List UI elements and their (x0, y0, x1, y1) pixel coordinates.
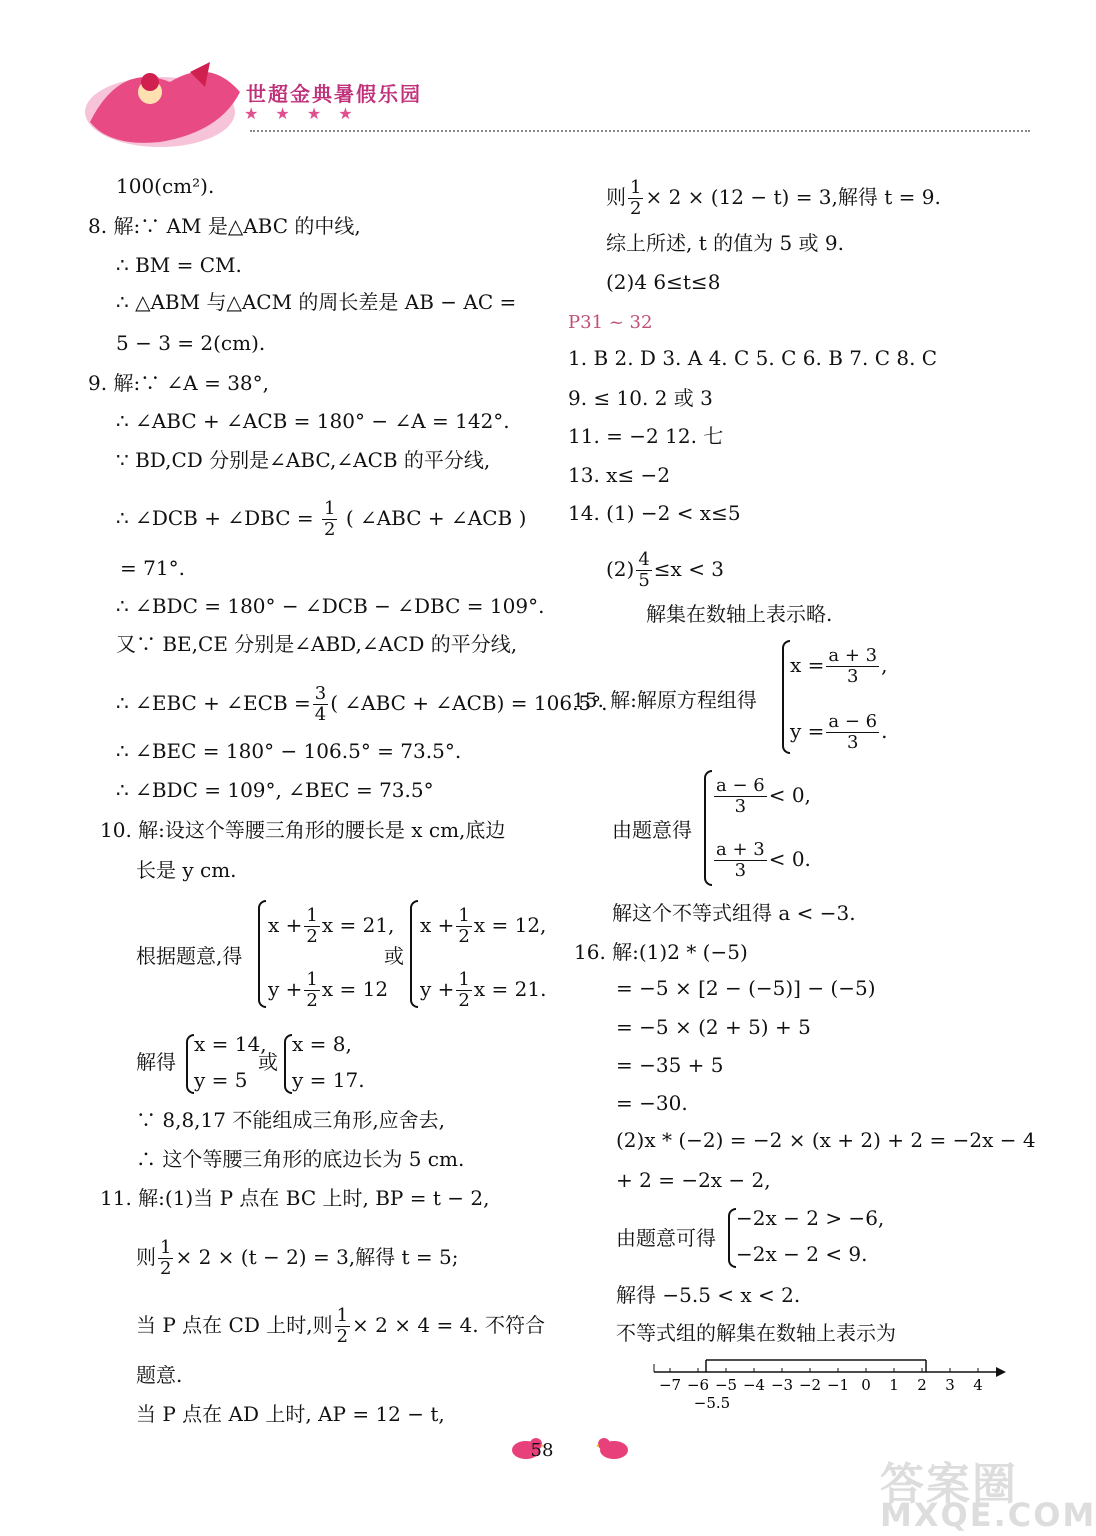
text-line: ∴ BM = CM. (116, 253, 242, 277)
tick-label: 3 (945, 1376, 955, 1394)
text-line: 13. x≤ −2 (568, 463, 671, 487)
tick-label-extra: −5.5 (693, 1394, 731, 1412)
text-line: 1. B 2. D 3. A 4. C 5. C 6. B 7. C 8. C (568, 346, 938, 370)
text-line: 则 $\frac{1}{2}$ × 2 × (12 − t) = 3,解得 t = 9. (606, 177, 941, 219)
text-line: 由题意可得 (616, 1226, 716, 1250)
brace (704, 770, 712, 886)
text-line: 10. 解:设这个等腰三角形的腰长是 x cm,底边 (100, 818, 506, 842)
equation: $\frac{a + 3}{3}$ < 0. (716, 839, 811, 881)
text-line: 11. 解:(1)当 P 点在 BC 上时, BP = t − 2, (100, 1186, 490, 1210)
brace (258, 900, 266, 1008)
text-line: (2)x * (−2) = −2 × (x + 2) + 2 = −2x − 4 (616, 1128, 1036, 1152)
text-line: 解集在数轴上表示略. (646, 602, 833, 626)
brace (728, 1208, 736, 1268)
text-line: 9. 解:∵ ∠A = 38°, (88, 371, 270, 395)
header-divider (250, 130, 1030, 132)
text-line: 15. 解:解原方程组得 (572, 688, 757, 712)
text-line: = −5 × [2 − (−5)] − (−5) (616, 976, 876, 1000)
page-number: 58 (530, 1440, 554, 1461)
brace (186, 1034, 194, 1094)
number-line (650, 1350, 1010, 1416)
text-line: 不等式组的解集在数轴上表示为 (616, 1321, 896, 1345)
text-line: + 2 = −2x − 2, (616, 1168, 771, 1192)
text-line: 题意. (136, 1363, 183, 1387)
text-line (116, 684, 608, 725)
text-line: 5 − 3 = 2(cm). (116, 331, 266, 355)
text-line: 解这个不等式组得 a < −3. (612, 901, 856, 925)
equation: −2x − 2 > −6, (736, 1206, 885, 1230)
text-line: 综上所述, t 的值为 5 或 9. (606, 231, 844, 255)
text-line: 又∵ BE,CE 分别是∠ABD,∠ACD 的平分线, (116, 632, 518, 656)
text-line: 解得 (136, 1050, 176, 1074)
equation: y = $\frac{a - 6}{3}$ . (790, 711, 888, 753)
text-line: ∵ BD,CD 分别是∠ABC,∠ACB 的平分线, (116, 448, 491, 472)
bird-icon (596, 1436, 632, 1460)
text-line: ∴ ∠ABC + ∠ACB = 180° − ∠A = 142°. (116, 409, 510, 433)
tick-label: 0 (861, 1376, 871, 1394)
equation: −2x − 2 < 9. (736, 1242, 868, 1266)
text-line: 或 (384, 944, 404, 968)
fraction: $\frac{1}{2}$ (324, 498, 336, 540)
tick-label: −5 (714, 1376, 738, 1394)
equation: y = 17. (292, 1068, 365, 1092)
text-line: 16. 解:(1)2 * (−5) (574, 940, 748, 964)
tick-label: −6 (686, 1376, 710, 1394)
text-line: ∴ ∠BDC = 180° − ∠DCB − ∠DBC = 109°. (116, 594, 545, 618)
tick-label: −4 (742, 1376, 766, 1394)
text-line: 由题意得 (612, 818, 692, 842)
equation: x = 8, (292, 1032, 352, 1056)
equation: y + $\frac{1}{2}$ x = 12 (268, 969, 389, 1011)
fraction: $\frac{3}{4}$ (314, 683, 327, 725)
text-line: 长是 y cm. (136, 858, 237, 882)
equation: x = $\frac{a + 3}{3}$ , (790, 645, 888, 687)
equation: y + $\frac{1}{2}$ x = 21. (420, 969, 547, 1011)
text-line: ∵ 8,8,17 不能组成三角形,应舍去, (136, 1108, 446, 1132)
text-line: ∴ △ABM 与△ACM 的周长差是 AB − AC = (116, 290, 517, 314)
equation: x = 14, (194, 1032, 267, 1056)
tick-label: 2 (917, 1376, 927, 1394)
tick-label: −2 (798, 1376, 822, 1394)
text-line: = −35 + 5 (616, 1053, 724, 1077)
expr-part: ∴ ∠DCB + ∠DBC = (116, 506, 314, 530)
tick-label: 4 (973, 1376, 983, 1394)
watermark: MXQE.COM (880, 1496, 1096, 1534)
header-logo (80, 52, 250, 152)
text-line: ∴ ∠BEC = 180° − 106.5° = 73.5°. (116, 739, 462, 763)
text-line: 100(cm²). (116, 174, 215, 198)
expr-part: ( ∠ABC + ∠ACB) = 106.5°. (330, 691, 608, 715)
equation: x + $\frac{1}{2}$ x = 12, (420, 905, 547, 947)
header-stars: ★ ★ ★ ★ (244, 104, 359, 123)
brace (284, 1034, 292, 1094)
text-line: = −5 × (2 + 5) + 5 (616, 1015, 811, 1039)
brace (782, 640, 790, 754)
equation: $\frac{a - 6}{3}$ < 0, (716, 775, 811, 817)
text-line: (2)4 6≤t≤8 (606, 270, 721, 294)
text-line: (2) $\frac{4}{5}$ ≤x < 3 (606, 549, 725, 591)
text-line: 11. = −2 12. 七 (568, 424, 724, 448)
text-line: 9. ≤ 10. 2 或 3 (568, 386, 713, 410)
text-line: 当 P 点在 CD 上时,则 $\frac{1}{2}$ × 2 × 4 = 4. 不符合 (136, 1305, 545, 1347)
text-line (116, 499, 526, 540)
text-line: 14. (1) −2 < x≤5 (568, 501, 741, 525)
text-line: 解得 −5.5 < x < 2. (616, 1283, 801, 1307)
expr-part: ( ∠ABC + ∠ACB ) (345, 506, 527, 530)
text-line: ∴ 这个等腰三角形的底边长为 5 cm. (136, 1147, 465, 1171)
equation: x + $\frac{1}{2}$ x = 21, (268, 905, 395, 947)
text-line: 根据题意,得 (136, 944, 243, 968)
brace (410, 900, 418, 1008)
watermark: 答案圈 (880, 1459, 1018, 1510)
text-line: = 71°. (120, 556, 185, 580)
tick-label: −3 (770, 1376, 794, 1394)
text-line: 当 P 点在 AD 上时, AP = 12 − t, (136, 1402, 445, 1426)
tick-label: −7 (658, 1376, 682, 1394)
text-line: ∴ ∠BDC = 109°, ∠BEC = 73.5° (116, 778, 434, 802)
tick-label: −1 (826, 1376, 850, 1394)
header-title: 世超金典暑假乐园 (246, 82, 422, 106)
equation: y = 5 (194, 1068, 248, 1092)
expr-part: ∴ ∠EBC + ∠ECB = (116, 691, 311, 715)
tick-label: 1 (889, 1376, 899, 1394)
text-line: = −30. (616, 1091, 688, 1115)
text-line: 则 $\frac{1}{2}$ × 2 × (t − 2) = 3,解得 t = 5; (136, 1237, 459, 1279)
text-line: 8. 解:∵ AM 是△ABC 的中线, (88, 214, 361, 238)
section-heading: P31 ~ 32 (568, 312, 653, 333)
text-line: 或 (258, 1050, 278, 1074)
